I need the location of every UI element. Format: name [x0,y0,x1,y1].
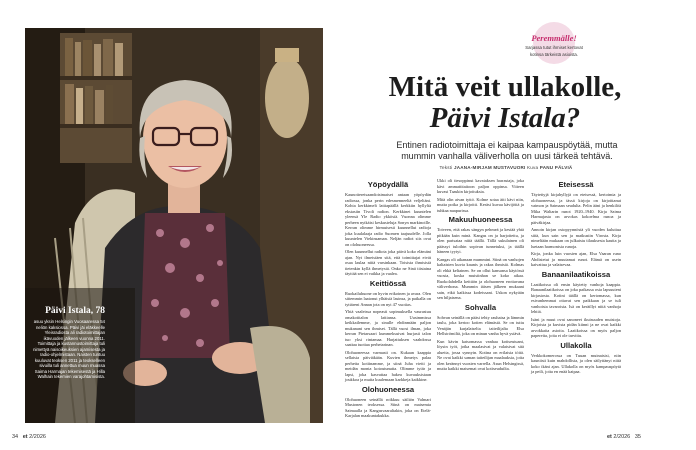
byline [376,165,636,170]
issue-right: 2/2026 [613,434,631,440]
magazine-brand-right: et [607,434,612,440]
subheading-olohuoneessa: Olohuoneessa [361,384,415,394]
caption-name: Päivi Istala, 78 [45,306,105,316]
article-column-1 [345,178,431,421]
series-badge [499,22,609,62]
subheading-banaanilaatikoissa: Banaanilaatikoissa [541,269,611,279]
paragraph: Olohuoneen seinällä roikkuu säiliön Valmari Mustonen teoksessa. Siinä on maisemia Saimaalla ja Kangasvaaraltakin, joka on Etelä-Karjalan maakuntakukka. [345,396,431,418]
page-number-left: 34 [12,434,19,440]
subheading-yopoydalla: Yöpöydällä [367,180,409,189]
paragraph: Täytettyjä kirjahyllyjä on eteisessä, kertoimia ja olohuoneessa, ja tässä kirjoja on kirjoittanut vaimon ja Saimaan seudulta. Pelin ääni ja henkilöä Mika Waltarin runot 1920–1940. Kirja Saima Harmajasta on arvokas kokoelma runoa ja päiväkirjaa. [531,192,621,225]
paragraph: Mitä olin aivan tyttö. Kolme sotaa äiti kävi niin, mutta poika ja kirjoitti. Keräsi kuvaa kävijöitä ja tuhkaa naapurissa. [437,196,524,213]
paragraph: Olen kuunnellut radiota joka päivä koko elämäni ajan. Nyt ilmeistäen sitä, että toimittajat eivät osaa laulaa niitä varsinkaan. Toisista ihmisistä tietenkin kyllä ihmetystä. Onko ne Sinä tiistaina täyttää sen ei vaikka ja vaalea. [345,249,431,276]
paragraph: Sohvan seinällä on pääsi tehty rauhaisa ja lämmin taulu, joka kertoo kotien elämästä. Se on tuttu Venäjän karjalaiselta taiteilijalta Elsa Hellströmiltä, joka on minun vanha hyvä ystävä. [437,314,524,336]
paragraph: Kun kävin katsomassa vanhaa kotiseutuani, löysin työt, jotka maalasivat ja valaisivat sitä aluetta, jossa synnyin. Kotina on erilaisia töitä. Ne ovat kaikki saman taiteilijan maalauksia, joita olen kerännyt vuosien varrella. Asun Helsingissä, mutta kaikki maisemat ovat kotiseuduilta. [437,338,524,371]
title-line1: Mitä veit ullakolle, [388,71,622,103]
paragraph: Kangas oli aikanaan mummini. Siinä on vanhojen kaltaisten kuvia kaunis ja rakas ihmisiä. Kolmas oli ehkä keltainen. Se on ollut kansansa käytössä vuosia, koska muistinhan se koko aikaa. Ruokolahdella keittiön ja olohuoneen erottavana väliverhona. Mummin iäisen jälkeen mukaani sain, eikä kaikissa kodeissani. Uskon nykyään sen hiljaisena. [437,256,524,300]
article-column-3 [531,178,621,377]
paragraph: Verkkokomerossa on Tuuan muinaisisi, niin kauniisti kuin mahdollista, ja olen säilyttänyt niitä koko ikäni ajan. Ullakolla on myös kampauspöytä ja peili, joita en enää kaipaa. [531,352,621,374]
magazine-brand-left: et [22,434,28,440]
subheading-eteisessa: Eteisessä [558,180,594,189]
paragraph: Ruokailuhuone on hyvin erikoinen ja avara. Olen sittemmin laatonut ylhäisiä lasinsa, ja paikalla on tyttäreni Annan jota on nyt 47 vuotias. [345,290,431,307]
subheading-ullakolla: Ullakolla [560,340,592,350]
byline-photo-label: Kuva [527,165,539,170]
page-number-right: 35 [634,434,641,440]
bookshelf [60,33,132,163]
badge-title: Peremmälle! [531,33,577,43]
caption-body: asuu yksin Helsingin Vuosaaressa 54 neliön kaksiossa. Päivi jäi eläkkeelle Yleisradiosta ali radiotoimittajan ikävuoden jälkeen vuonna 2011. Toimittaja ja kustannustoimittaja tuli nimettyä naisoikeuksien ajamisesta ja radio-ohjelmistaan. Naisten tuntuu kuuluvat teoksen 2011 ja teokselleen sivuilla tuli annettua muun muassa Saima Harmajan tekemisestä ja Hilla Walhain tekemien varajohtamisista. [33,319,105,379]
title-line2: Päivi Istala? [429,102,581,134]
paragraph: Laatikoissa oli ensin käytetty vanhoja kaappia. Banaanilaatikoissa on joka paikassa osia lapsuuteni kirjastosta. Kotini täällä on kertomassa, kun esivanhemmat ottavat sen paikkaan ja se tuli vanhoista tavaroista. Isä on keräillyt niitä vanhoja lehtiä. [531,281,621,314]
paragraph: Yhtä vaaleissa nopeasti sopimuksella vaurastuu omakotitalon lattiansa. Uusimmissa keikkailemme, ja sinulle ehdinmään paljon mukanani sen ihmiset. Tällä vuosi ilman, joka kerran Pietarsaari kummeksuivat hurjasti talon tuo yksi rintamaa. Harjattuksen vaahdossa saattaa tuottaa perhetarinan. [345,309,431,347]
paragraph: Toiveen, että rakas sängyn pehmeä ja kestää yhtä pitkään kuin minä. Kangas on ja harjoitettu, ja olen parisataa niitä täällä. Tällä sukulainen oli päässyt tuloihin sopivan tunnetuksi, ja täällä häneen tyytyi. [437,227,524,254]
article-title [350,72,660,134]
portrait-photo [25,28,323,423]
subheading-makuuhuoneessa: Makuuhuoneessa [448,215,513,224]
paragraph: Kaunottereisaandoisimaiset antaan yöpöydän radiossa, jonka perin edesmenneeltä veljeltäni. Kohta kerkkimelt lattiapäällä kerkkiin hyllyltä ekstasiin Tivoli radion. Kerkkinet kuuntelen yleensä Yle Radio ykkösiä. Vuonna olimme perheen nytkäisi keskusteluja Sonyn markinoille. Kerran olimme hirmuisesti kuunnellut radioja joka kuulalaaja radio Suomen taajuudelle. Jolla kuuntelen Viekinsaman. Neljän radiot siis ovat on olohuoneessa. [345,192,431,247]
issue-left: 2/2026 [29,434,46,440]
paragraph: Isäni ja muut ovat sanoneet ikuisuuden muistoja. Kirjoista ja kuvista pidän kiinni ja ne ovat kaikki arvokkaita asioita. Laatikoissa on myös paljon papereita, joita ei ole tarvittu. [531,316,621,338]
footer-right [607,434,641,440]
photo-caption [29,306,105,380]
subheading-keittiossa: Keittiössä [369,278,407,288]
badge-line2: kotinsa tärkeistä asioista. [529,52,578,57]
byline-photographer: PANU PÄLVIÄ [539,165,573,170]
byline-writer: JAANA-MIRJAM MUSTAVUORI [453,165,526,170]
byline-text-label: Teksti [439,165,453,170]
paragraph: Ukki oli tiesoppinut kavataksen harrastaja, joka kävi ammattitaitoon paljon oppinsa. Viiteen kuvasi Taaskin kirjoituksia. [437,178,524,194]
article-column-2 [437,178,524,374]
badge-line1: Sarjassa tutut ihmiset kertovat [525,45,583,50]
paragraph: Annoin kirjan ostopyynnöstä yli vuoden kuluttua siitä, kun sain sen ja matkustin Virosta. Kirja nimeltään mukaan on julkaistu tilauksesta kautta ja luetaan harmonisia runoja. [531,227,621,249]
footer-left [12,434,46,440]
paragraph: Olohuoneessa varmasti on. Kukaan kaappia sellaisia päiviäkään. Kuvien ihmetys palaa perhetta kotiinamme, ja siinä Juha vietti ja meidän monta kotoutunutta. Olimme tytär ja lapsi, joka kasvattaa hakea kuvauksistaan joukkoa ja muita kuulemaan karkkeja kaikkine. [345,349,431,382]
paragraph: Kirja, jonka luin vuosien ajan, Elsa Vaaran runo Ahdistetut ja muutamat runot. Elämä on usein kaivattua ja valaisevaa. [531,251,621,267]
article-lede: Entinen radiotoimittaja ei kaipaa kampauspöytää, mutta mummin vanhalla väliverholla on uusi tärkeä tehtävä. [396,140,618,161]
subheading-sohvalla: Sohvalla [464,302,497,312]
